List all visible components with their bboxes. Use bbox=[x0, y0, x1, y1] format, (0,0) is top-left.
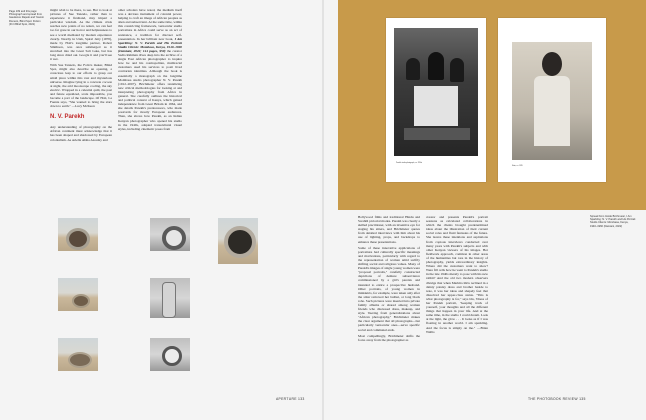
family-portrait-photo bbox=[394, 28, 478, 156]
left-column-1 bbox=[50, 8, 112, 144]
body-paragraph: Most compellingly, Brichmeier shifts the focus away from the photographer as bbox=[358, 333, 420, 342]
book-title: I Am Sparkling: N. V. Parekh and His Portrait Studio Clients: Mombasa, Kenya, 1940–1960 (Damiani, 2022; 144 pages, $50) bbox=[118, 36, 182, 53]
photo-concrete-tube-6 bbox=[58, 338, 98, 371]
body-paragraph: With Sue Tanzelo, the Folio's maker, Blind Spot, might also describe an opening, a conscious leap to our efforts to grasp our small place within this vast and mysterious universe. Imagine lying in a concrete cocoon at night, the arid moonscape cooling, the sky electric. Wrapped in a celestial quilt, the past and future equalized, scale impossible, you become a part of the landscape. Of Holt, La Fuente says, "She wanted to bring the stars down to earth." —Lucy McKeon bbox=[50, 63, 112, 109]
photo-concrete-tube-4 bbox=[58, 278, 98, 311]
mini-caption-right: Sitter, ca. 1955 bbox=[512, 166, 523, 167]
body-text: the curator Sadia Rahman dives deep into the archive of a single East African photographer to inquire how he and his cosmopolitan, multiracial customers used his services to posit lived contrarian identities. Although the book is essentially a monograph on the longtime Mombasa studio photographer N. V. Parekh (1912–2007), Brichmeier offers tantalizing new critical methodologies for looking at and interpreting photography from Africa in general. She carefully outlines the historical and political context of Kenya, which gained independence from Great Britain in 1964, and she details Parekh's predecessors, who made postcards for mostly European audiences. Then, she shows how Parekh, as an Indian Kenyan photographer who opened his studio in the 1940s, adapted transcultural visual styles, including cinematic poses from bbox=[118, 48, 182, 131]
reproduced-spread-panel bbox=[338, 0, 646, 210]
body-paragraph: Bollywood films and traditional Hindu and Swahili pictorial modes. Parekh was clearly a skilled practitioner, with an inventive eye for staging his sitters, and Brichmeier quotes from detailed interviews with him about his use of lighting, props, and backdrops to enhance these presentations. bbox=[358, 215, 420, 244]
photo-concrete-tube-7 bbox=[150, 338, 190, 371]
photo-caption-top-left: Page 109 and this page: Photograph and spread from Gaudence Rapelo and Yasmin Romero, Blind Spot: Fiction (R.O.Blind Spot, 2021) bbox=[9, 10, 45, 26]
spread-gutter bbox=[322, 0, 324, 420]
left-column-2 bbox=[118, 8, 182, 133]
photo-concrete-tube-2 bbox=[150, 218, 190, 251]
body-paragraph: might wish to be there, to see. But to look at pictures of Sue Tanzelo, rather than to experience it firsthand, may impart a particular wisdom. As the climate crisis reaches new points of no return, we can feel too far gone in our horror and helplessness to see a world mediated by modern experience clearly. Nearby in Utah, Spiral Jetty (1970), made by Holt's longtime partner, Robert Smithson, was once submerged as it stretched into the Great Salt Lake, but has long since dried out. Google it and you'll see it wet. bbox=[50, 8, 112, 62]
section-heading: N. V. Parekh bbox=[50, 114, 85, 121]
body-paragraph: creator and presents Parekh's portrait sessions as calculated collaborations in which the clients brought predetermined ideas about the illustration of their current social roles and fluid fantasies of the future. She leaves these intentions and aspirations from copious interviews conducted over many years with Parekh's subjects and with other Kenyan viewers of his images. Her fieldwork approach, common in other areas of the humanities but rare in the history of photography, yields extraordinary insights. Where did the customers want to show? Were fill cells how he went to Parekh's studio in the late 1940s merely to pose with his new rabbit? And the old two modern observers divulge that when Marima Idris reclined in a dainty paisley dress and brother beside to note, it was her ideas and shapely feet that dissolved her upper-class status. "This is what photography is for," says Ida, 'Dress of her Parekh portrait, "keeping track of yourself, your thoughts and all the different things that happen in your life. And at the same time, in the studio I could dream. Look at the light, the glow . . . It looks as if I was floating in another world. I am sparkling. And the focus is simply on me." —Brian Wallis bbox=[426, 215, 488, 334]
folio-right: THE PHOTOBOOK REVIEW 135 bbox=[528, 397, 586, 401]
body-paragraph: Some of these innovative applications of portraiture had culturally specific meanings and motivations, particularly with regard to the representation of women amid swiftly shifting social and religious values. Many of Parekh's images of single young women were "proposal portraits," carefully constructed depictions of demure subservience commissioned by a girl's parents and intended to entice a prospective husband. Other portraits, of young women in miniskirts, for example, were taken only after the sitter removed her buibui, or long black robe. Such pictures were inserted into private family albums or shared among women friends who discussed dress, makeup, and style. Veering from generalizations about "African photography," Brichmeier makes the clear argument that all photographs—but particularly vernacular ones—serve specific social and communal ends. bbox=[358, 245, 421, 332]
photo-caption-right: Spread from Inside Brichmeier, I Am Sparkling: N. V. Parekh and His Portrait Studio Clients: Mombasa, Kenya, 1940–1960 (Damiani, 2022) bbox=[590, 215, 636, 228]
photo-mount-right bbox=[498, 18, 606, 182]
sitter-portrait-photo bbox=[512, 42, 592, 160]
photo-concrete-tube-5 bbox=[150, 278, 190, 318]
photo-concrete-tube-3 bbox=[218, 218, 258, 264]
body-paragraph: Any understanding of photography on the African continent must acknowledge that it has been shaped and shadowed by European colonialism. As Ariella Aïsha Azoulay and bbox=[50, 125, 112, 142]
folio-left: APERTURE 133 bbox=[276, 397, 305, 401]
right-column-2 bbox=[426, 215, 488, 336]
photo-concrete-tube-1 bbox=[58, 218, 98, 251]
mini-caption-left: Parekh studio photograph, ca. 1950s bbox=[396, 163, 423, 164]
photo-grid bbox=[48, 212, 308, 387]
right-column-1 bbox=[358, 215, 420, 344]
body-text: other scholars have noted, the medium itself was a devious instrument of colonial power, helping to craft an image of African peoples as alien and subservient. At the same time, within this constricting framework, vernacular studio portraiture in Africa could serve as an act of resistance, a tradition for discreet self-presentation. In her brilliant new book, bbox=[118, 8, 182, 41]
photo-mount-left bbox=[386, 18, 486, 182]
